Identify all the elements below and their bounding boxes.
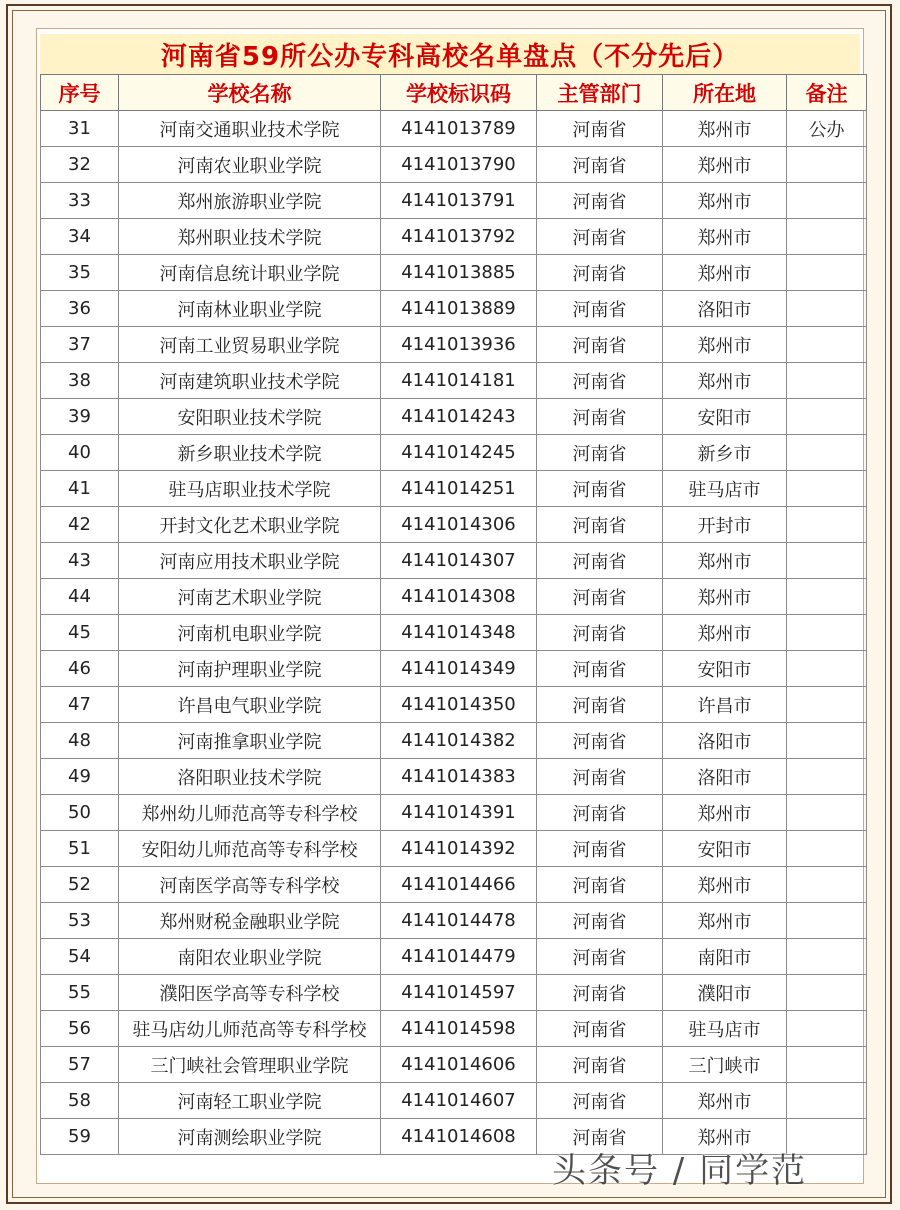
- cell-department: 河南省: [537, 291, 663, 327]
- cell-school-name: 河南建筑职业技术学院: [119, 363, 381, 399]
- cell-school-name: 河南推拿职业学院: [119, 723, 381, 759]
- cell-department: 河南省: [537, 867, 663, 903]
- cell-index: 45: [41, 615, 119, 651]
- table-row: [41, 759, 867, 795]
- cell-note: [787, 327, 867, 363]
- cell-location: 郑州市: [663, 1083, 787, 1119]
- cell-school-code: 4141013885: [381, 255, 537, 291]
- cell-note: [787, 147, 867, 183]
- cell-index: 46: [41, 651, 119, 687]
- cell-school-code: 4141013936: [381, 327, 537, 363]
- cell-school-name: 郑州职业技术学院: [119, 219, 381, 255]
- cell-index: 39: [41, 399, 119, 435]
- cell-school-code: 4141014348: [381, 615, 537, 651]
- cell-index: 49: [41, 759, 119, 795]
- cell-note: [787, 183, 867, 219]
- cell-school-code: 4141014243: [381, 399, 537, 435]
- cell-index: 52: [41, 867, 119, 903]
- cell-department: 河南省: [537, 939, 663, 975]
- cell-school-code: 4141014382: [381, 723, 537, 759]
- header-index: 序号: [41, 75, 119, 111]
- cell-location: 洛阳市: [663, 291, 787, 327]
- cell-school-code: 4141013889: [381, 291, 537, 327]
- watermark: 头条号 / 同学范: [552, 1151, 808, 1191]
- cell-index: 34: [41, 219, 119, 255]
- cell-location: 安阳市: [663, 831, 787, 867]
- cell-department: 河南省: [537, 795, 663, 831]
- cell-note: [787, 435, 867, 471]
- cell-school-name: 安阳职业技术学院: [119, 399, 381, 435]
- cell-department: 河南省: [537, 471, 663, 507]
- cell-school-code: 4141014391: [381, 795, 537, 831]
- cell-department: 河南省: [537, 111, 663, 147]
- table-row: [41, 255, 867, 291]
- cell-school-code: 4141014307: [381, 543, 537, 579]
- cell-index: 33: [41, 183, 119, 219]
- cell-note: [787, 651, 867, 687]
- cell-note: [787, 1047, 867, 1083]
- cell-department: 河南省: [537, 327, 663, 363]
- cell-school-name: 濮阳医学高等专科学校: [119, 975, 381, 1011]
- cell-location: 郑州市: [663, 543, 787, 579]
- table-header-row: [41, 75, 867, 111]
- cell-school-code: 4141014606: [381, 1047, 537, 1083]
- cell-location: 郑州市: [663, 255, 787, 291]
- cell-school-code: 4141014308: [381, 579, 537, 615]
- cell-index: 44: [41, 579, 119, 615]
- cell-location: 新乡市: [663, 435, 787, 471]
- cell-index: 38: [41, 363, 119, 399]
- cell-location: 开封市: [663, 507, 787, 543]
- cell-school-code: 4141014181: [381, 363, 537, 399]
- cell-index: 57: [41, 1047, 119, 1083]
- cell-note: [787, 543, 867, 579]
- cell-location: 南阳市: [663, 939, 787, 975]
- cell-note: [787, 363, 867, 399]
- cell-school-name: 新乡职业技术学院: [119, 435, 381, 471]
- cell-department: 河南省: [537, 831, 663, 867]
- cell-index: 43: [41, 543, 119, 579]
- table-row: [41, 471, 867, 507]
- cell-department: 河南省: [537, 399, 663, 435]
- table-row: [41, 219, 867, 255]
- table-row: [41, 579, 867, 615]
- cell-location: 郑州市: [663, 111, 787, 147]
- cell-note: [787, 687, 867, 723]
- cell-school-code: 4141014479: [381, 939, 537, 975]
- cell-note: [787, 867, 867, 903]
- cell-school-name: 许昌电气职业学院: [119, 687, 381, 723]
- cell-school-name: 驻马店职业技术学院: [119, 471, 381, 507]
- cell-note: [787, 939, 867, 975]
- cell-note: [787, 1011, 867, 1047]
- header-note: 备注: [787, 75, 867, 111]
- table-row: [41, 435, 867, 471]
- cell-school-code: 4141014349: [381, 651, 537, 687]
- cell-index: 51: [41, 831, 119, 867]
- cell-school-name: 河南测绘职业学院: [119, 1119, 381, 1155]
- table-row: [41, 831, 867, 867]
- cell-note: [787, 291, 867, 327]
- cell-department: 河南省: [537, 615, 663, 651]
- cell-school-code: 4141014306: [381, 507, 537, 543]
- cell-location: 郑州市: [663, 867, 787, 903]
- cell-school-name: 南阳农业职业学院: [119, 939, 381, 975]
- cell-department: 河南省: [537, 543, 663, 579]
- cell-school-code: 4141013791: [381, 183, 537, 219]
- cell-index: 31: [41, 111, 119, 147]
- cell-location: 郑州市: [663, 1119, 787, 1155]
- cell-index: 58: [41, 1083, 119, 1119]
- cell-school-code: 4141014597: [381, 975, 537, 1011]
- cell-department: 河南省: [537, 363, 663, 399]
- page-title: 河南省59所公办专科高校名单盘点（不分先后）: [160, 41, 740, 72]
- table-row: [41, 615, 867, 651]
- cell-school-name: 河南医学高等专科学校: [119, 867, 381, 903]
- cell-school-name: 郑州财税金融职业学院: [119, 903, 381, 939]
- cell-school-name: 河南轻工职业学院: [119, 1083, 381, 1119]
- table-row: [41, 723, 867, 759]
- table-row: [41, 291, 867, 327]
- cell-school-code: 4141013790: [381, 147, 537, 183]
- header-school-code: 学校标识码: [381, 75, 537, 111]
- cell-note: [787, 831, 867, 867]
- table-row: [41, 399, 867, 435]
- cell-school-name: 河南艺术职业学院: [119, 579, 381, 615]
- cell-school-name: 河南农业职业学院: [119, 147, 381, 183]
- cell-location: 郑州市: [663, 219, 787, 255]
- cell-school-name: 河南护理职业学院: [119, 651, 381, 687]
- table-row: [41, 327, 867, 363]
- cell-location: 郑州市: [663, 795, 787, 831]
- cell-location: 郑州市: [663, 147, 787, 183]
- cell-department: 河南省: [537, 687, 663, 723]
- cell-department: 河南省: [537, 219, 663, 255]
- cell-school-code: 4141014466: [381, 867, 537, 903]
- cell-index: 47: [41, 687, 119, 723]
- table-row: [41, 363, 867, 399]
- cell-note: [787, 255, 867, 291]
- cell-school-name: 开封文化艺术职业学院: [119, 507, 381, 543]
- cell-location: 郑州市: [663, 183, 787, 219]
- table-row: [41, 939, 867, 975]
- cell-note: [787, 615, 867, 651]
- cell-department: 河南省: [537, 723, 663, 759]
- cell-school-code: 4141014598: [381, 1011, 537, 1047]
- cell-note: [787, 723, 867, 759]
- cell-note: 公办: [787, 111, 867, 147]
- college-table: [40, 74, 867, 1155]
- cell-department: 河南省: [537, 651, 663, 687]
- table-row: [41, 147, 867, 183]
- cell-department: 河南省: [537, 1119, 663, 1155]
- cell-note: [787, 903, 867, 939]
- table-row: [41, 111, 867, 147]
- cell-school-code: 4141014245: [381, 435, 537, 471]
- cell-school-name: 郑州幼儿师范高等专科学校: [119, 795, 381, 831]
- cell-school-name: 河南交通职业技术学院: [119, 111, 381, 147]
- cell-school-name: 河南应用技术职业学院: [119, 543, 381, 579]
- cell-note: [787, 759, 867, 795]
- table-row: [41, 867, 867, 903]
- header-location: 所在地: [663, 75, 787, 111]
- cell-school-code: 4141014478: [381, 903, 537, 939]
- cell-school-code: 4141014383: [381, 759, 537, 795]
- cell-department: 河南省: [537, 435, 663, 471]
- header-department: 主管部门: [537, 75, 663, 111]
- cell-department: 河南省: [537, 759, 663, 795]
- cell-location: 洛阳市: [663, 759, 787, 795]
- cell-index: 40: [41, 435, 119, 471]
- cell-location: 郑州市: [663, 327, 787, 363]
- cell-school-name: 驻马店幼儿师范高等专科学校: [119, 1011, 381, 1047]
- cell-location: 驻马店市: [663, 1011, 787, 1047]
- cell-index: 56: [41, 1011, 119, 1047]
- cell-school-name: 河南林业职业学院: [119, 291, 381, 327]
- cell-note: [787, 399, 867, 435]
- cell-school-code: 4141014392: [381, 831, 537, 867]
- cell-location: 濮阳市: [663, 975, 787, 1011]
- cell-location: 许昌市: [663, 687, 787, 723]
- cell-school-code: 4141014350: [381, 687, 537, 723]
- cell-note: [787, 975, 867, 1011]
- table-row: [41, 975, 867, 1011]
- cell-note: [787, 219, 867, 255]
- cell-department: 河南省: [537, 975, 663, 1011]
- cell-index: 50: [41, 795, 119, 831]
- cell-school-code: 4141014608: [381, 1119, 537, 1155]
- table-row: [41, 795, 867, 831]
- cell-index: 32: [41, 147, 119, 183]
- table-row: [41, 1011, 867, 1047]
- title-band: [40, 34, 860, 76]
- cell-school-name: 河南信息统计职业学院: [119, 255, 381, 291]
- cell-department: 河南省: [537, 1011, 663, 1047]
- cell-department: 河南省: [537, 255, 663, 291]
- cell-department: 河南省: [537, 1047, 663, 1083]
- cell-department: 河南省: [537, 1083, 663, 1119]
- cell-index: 36: [41, 291, 119, 327]
- table-row: [41, 651, 867, 687]
- cell-location: 安阳市: [663, 651, 787, 687]
- cell-index: 41: [41, 471, 119, 507]
- cell-note: [787, 471, 867, 507]
- cell-location: 驻马店市: [663, 471, 787, 507]
- cell-school-code: 4141013789: [381, 111, 537, 147]
- cell-location: 郑州市: [663, 615, 787, 651]
- cell-school-code: 4141013792: [381, 219, 537, 255]
- cell-note: [787, 795, 867, 831]
- cell-location: 郑州市: [663, 903, 787, 939]
- cell-index: 35: [41, 255, 119, 291]
- table-row: [41, 507, 867, 543]
- cell-department: 河南省: [537, 147, 663, 183]
- cell-school-code: 4141014251: [381, 471, 537, 507]
- cell-note: [787, 507, 867, 543]
- cell-department: 河南省: [537, 903, 663, 939]
- cell-index: 59: [41, 1119, 119, 1155]
- table-row: [41, 1083, 867, 1119]
- cell-school-name: 河南机电职业学院: [119, 615, 381, 651]
- cell-index: 54: [41, 939, 119, 975]
- cell-department: 河南省: [537, 507, 663, 543]
- cell-school-name: 河南工业贸易职业学院: [119, 327, 381, 363]
- cell-location: 三门峡市: [663, 1047, 787, 1083]
- cell-index: 48: [41, 723, 119, 759]
- cell-location: 郑州市: [663, 579, 787, 615]
- cell-index: 53: [41, 903, 119, 939]
- cell-note: [787, 579, 867, 615]
- cell-school-name: 洛阳职业技术学院: [119, 759, 381, 795]
- cell-school-name: 郑州旅游职业学院: [119, 183, 381, 219]
- cell-department: 河南省: [537, 579, 663, 615]
- cell-school-name: 三门峡社会管理职业学院: [119, 1047, 381, 1083]
- cell-location: 郑州市: [663, 363, 787, 399]
- cell-index: 55: [41, 975, 119, 1011]
- table-row: [41, 903, 867, 939]
- cell-location: 洛阳市: [663, 723, 787, 759]
- cell-department: 河南省: [537, 183, 663, 219]
- header-school-name: 学校名称: [119, 75, 381, 111]
- table-row: [41, 1047, 867, 1083]
- cell-school-name: 安阳幼儿师范高等专科学校: [119, 831, 381, 867]
- table-row: [41, 543, 867, 579]
- cell-index: 42: [41, 507, 119, 543]
- table-row: [41, 183, 867, 219]
- cell-school-code: 4141014607: [381, 1083, 537, 1119]
- table-row: [41, 687, 867, 723]
- cell-index: 37: [41, 327, 119, 363]
- cell-location: 安阳市: [663, 399, 787, 435]
- cell-note: [787, 1083, 867, 1119]
